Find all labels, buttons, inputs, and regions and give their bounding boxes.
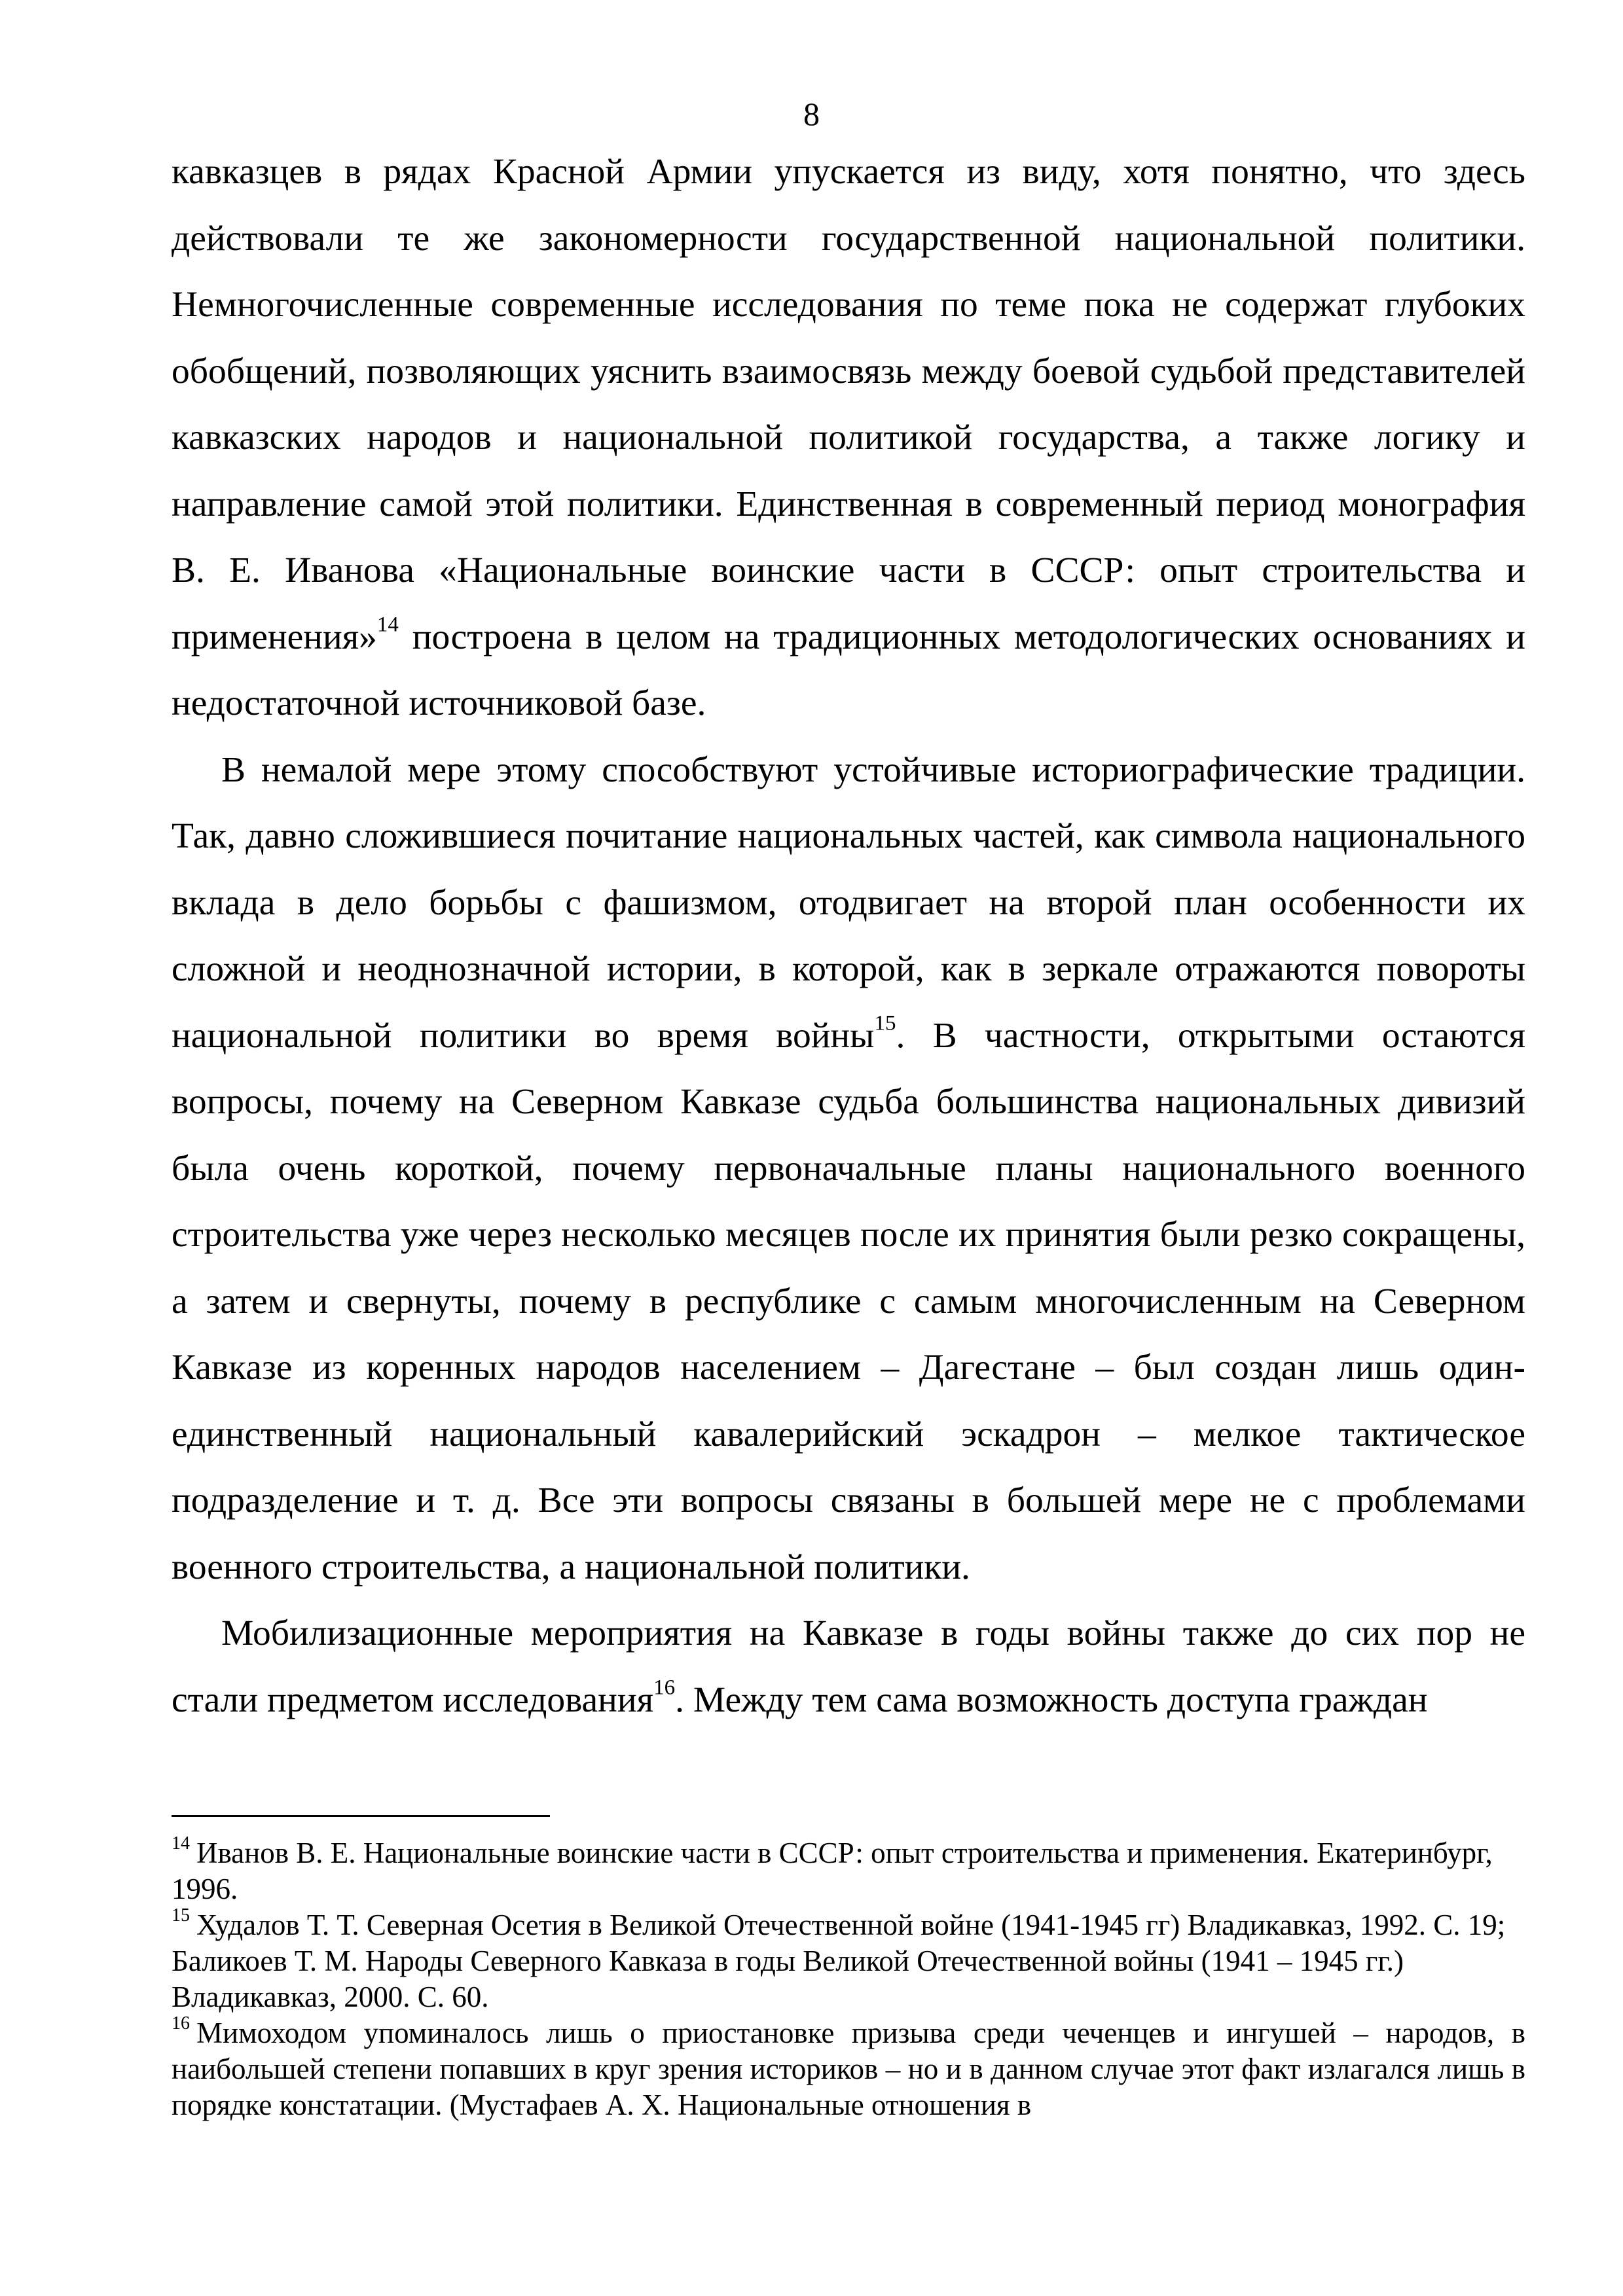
- footnote-16-text: Мимоходом упоминалось лишь о приостановке призыва среди чеченцев и ингушей – народов, в наибольшей степени попавших в круг зрения историков – но и в данном случае этот факт излагался лишь в порядке констатации. (Мустафаев А. Х. Национальные отношения в: [172, 2017, 1525, 2121]
- footnote-mark-16: 16: [172, 2013, 190, 2034]
- paragraph-1-text: кавказцев в рядах Красной Армии упускается из виду, хотя понятно, что здесь действовали те же закономерности государственной национальной политики. Немногочисленные современные исследования по теме пока не содержат глубоких обобщений, позволяющих уяснить взаимосвязь между боевой судьбой представителей кавказских народов и национальной политикой государства, а также логику и направление самой этой политики. Единственная в современный период монография В. Е. Иванова «Национальные воинские части в СССР: опыт строительства и применения»: [172, 152, 1525, 657]
- footnote-14-text: Иванов В. Е. Национальные воинские части в СССР: опыт строительства и применения. Екатеринбург, 1996.: [172, 1837, 1493, 1905]
- page-number: 8: [803, 96, 820, 132]
- footnote-ref-15[interactable]: 15: [874, 1011, 896, 1035]
- body-text: [172, 139, 1525, 1733]
- footnote-15: [172, 1907, 1525, 2015]
- footnote-16: [172, 2015, 1525, 2123]
- paragraph-2: [172, 737, 1525, 1601]
- footnote-ref-14[interactable]: 14: [376, 613, 399, 637]
- paragraph-3-text-continued: . Между тем сама возможность доступа граждан: [675, 1679, 1428, 1720]
- footnote-mark-15: 15: [172, 1905, 190, 1926]
- paragraph-1: [172, 139, 1525, 737]
- footnote-separator: [172, 1815, 550, 1817]
- footnote-ref-16[interactable]: 16: [653, 1676, 676, 1700]
- footnote-15-text: Худалов Т. Т. Северная Осетия в Великой Отечественной войне (1941-1945 гг) Владикавказ, 1992. С. 19; Баликоев Т. М. Народы Северного Кавказа в годы Великой Отечественной войны (1941 – 1945 гг.) Владикавказ, 2000. С. 60.: [172, 1909, 1506, 2013]
- paragraph-3-text: Мобилизационные мероприятия на Кавказе в годы войны также до сих пор не стали предметом исследования: [172, 1613, 1525, 1720]
- footnotes: [172, 1835, 1525, 2123]
- paragraph-2-text-continued: . В частности, открытыми остаются вопросы, почему на Северном Кавказе судьба большинства национальных дивизий была очень короткой, почему первоначальные планы национального военного строительства уже через несколько месяцев после их принятия были резко сокращены, а затем и свернуты, почему в республике с самым многочисленным на Северном Кавказе из коренных народов населением – Дагестане – был создан лишь один-единственный национальный кавалерийский эскадрон – мелкое тактическое подразделение и т. д. Все эти вопросы связаны в большей мере не с проблемами военного строительства, а национальной политики.: [172, 1015, 1525, 1587]
- footnote-14: [172, 1835, 1525, 1907]
- paragraph-2-text: В немалой мере этому способствуют устойчивые историографические традиции. Так, давно сложившиеся почитание национальных частей, как символа национального вклада в дело борьбы с фашизмом, отодвигает на второй план особенности их сложной и неоднозначной истории, в которой, как в зеркале отражаются повороты национальной политики во время войны: [172, 749, 1525, 1056]
- paragraph-1-text-continued: построена в целом на традиционных методологических основаниях и недостаточной источниковой базе.: [172, 617, 1525, 723]
- footnote-mark-14: 14: [172, 1833, 190, 1854]
- paragraph-3: [172, 1600, 1525, 1733]
